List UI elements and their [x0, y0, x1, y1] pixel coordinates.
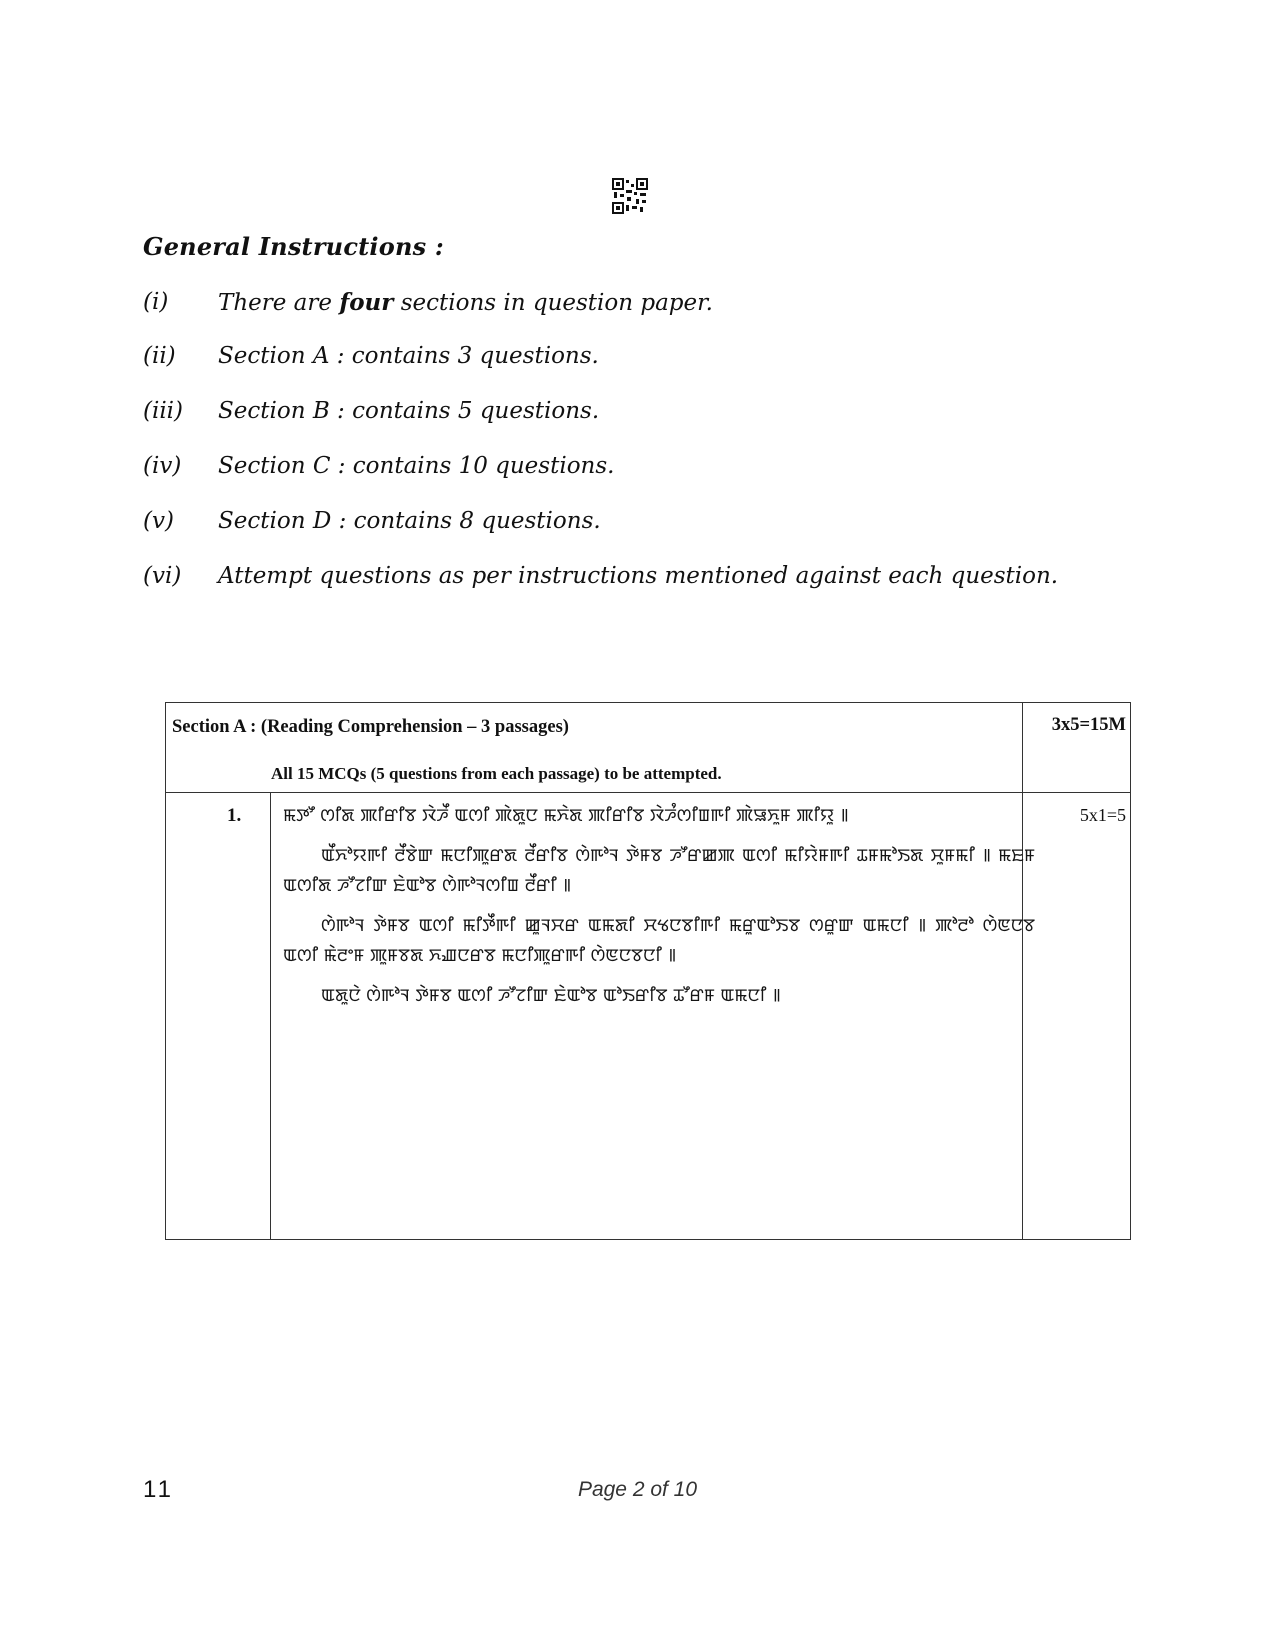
page-number: Page 2 of 10 — [577, 1478, 698, 1501]
section-a-heading: Section A : (Reading Comprehension – 3 passages) — [172, 717, 569, 737]
passage-paragraph: ꯑꯗꯨꯅꯥ ꯁꯥꯒꯣꯜ ꯇꯥꯝꯕ ꯑꯁꯤ ꯍꯧꯖꯤꯛ ꯐꯥꯑꯣꯕ ꯑꯣꯏꯔꯤꯕ ꯊꯧꯔꯝ ꯑꯃꯅꯤ ꯫ — [321, 986, 781, 1006]
prompt-line: ꯄꯤꯌꯨ ꯫ — [796, 806, 849, 826]
instruction-number: (iii) — [143, 398, 184, 424]
question-number: 1. — [227, 805, 242, 826]
instruction-number: (v) — [143, 508, 174, 534]
question-passage — [283, 801, 1035, 1021]
section-a-subheading: All 15 MCQs (5 questions from each passage) to be attempted. — [271, 764, 722, 783]
question-marks: 5x1=5 — [1079, 805, 1126, 825]
instruction-number: (iv) — [143, 453, 182, 479]
passage-paragraph: ꯁꯥꯒꯣꯜ ꯇꯥꯝꯕ ꯑꯁꯤ ꯃꯤꯇꯩꯒꯤ ꯀꯨꯜꯆꯔ ꯑꯃꯗꯤ ꯆꯠꯅꯕꯤꯒꯤ ꯃꯔꯨꯑꯣꯏꯕ ꯁꯔꯨꯛ ꯑꯃꯅꯤ ꯫ ꯄꯣꯂꯣ ꯁꯥꯟꯅꯕ ꯑꯁꯤ ꯃꯥꯂꯦꯝ ꯄꯨꯝꯕꯗ ꯈꯉꯅꯔꯕ ꯃꯅꯤꯄꯨꯔꯒꯤ ꯁꯥꯟꯅꯕꯅꯤ ꯫ — [283, 916, 1035, 966]
instruction-text: Section D : contains 8 questions. — [218, 508, 601, 534]
instruction-text: Section A : contains 3 questions. — [218, 343, 599, 369]
section-a-marks: 3x5=15M — [1051, 715, 1126, 735]
instruction-text-pre: There are — [218, 290, 340, 316]
instruction-number: (ii) — [143, 343, 176, 369]
paper-code: 11 — [143, 1476, 174, 1503]
instruction-text: Section B : contains 5 questions. — [218, 398, 600, 424]
section-a-table — [165, 702, 1131, 1240]
prompt-line: ꯃꯇꯧ ꯁꯤꯗ ꯄꯤꯔꯤꯕ ꯋꯥꯍꯩ ꯑꯁꯤ ꯄꯥꯗꯨꯅ ꯃꯈꯥꯗ ꯄꯤꯔꯤꯕ ꯋꯥꯍꯪꯁꯤꯡꯒꯤ ꯄꯥꯎꯈꯨꯝ — [283, 806, 791, 826]
general-instructions-title: General Instructions : — [143, 232, 444, 261]
instruction-number: (vi) — [143, 563, 182, 589]
passage-paragraph: ꯑꯩꯈꯣꯌꯒꯤ ꯂꯩꯕꯥꯛ ꯃꯅꯤꯄꯨꯔꯗ ꯂꯩꯔꯤꯕ ꯁꯥꯒꯣꯜ ꯇꯥꯝꯕ ꯍꯧꯔꯀꯄ ꯑꯁꯤ ꯃꯤꯌꯥꯝꯒꯤ ꯊꯝꯃꯣꯏꯗ ꯆꯨꯝꯃꯤ ꯫ ꯃꯐꯝ ꯑꯁꯤꯗ ꯍꯧꯖꯤꯛ ꯐꯥꯑꯣꯕ ꯁꯥꯒꯣꯜꯁꯤꯡ ꯂꯩꯔꯤ ꯫ — [283, 846, 1035, 896]
table-divider — [166, 792, 1130, 793]
instruction-text-post: sections in question paper. — [393, 290, 713, 316]
instruction-text — [218, 289, 713, 316]
instruction-number: (i) — [143, 289, 169, 315]
qr-code-icon — [612, 178, 648, 214]
instruction-text: Section C : contains 10 questions. — [218, 453, 615, 479]
instruction-text-bold: four — [339, 289, 394, 316]
table-divider — [270, 792, 271, 1239]
instruction-text: Attempt questions as per instructions mentioned against each question. — [218, 563, 1059, 589]
question-prompt — [283, 801, 1035, 831]
